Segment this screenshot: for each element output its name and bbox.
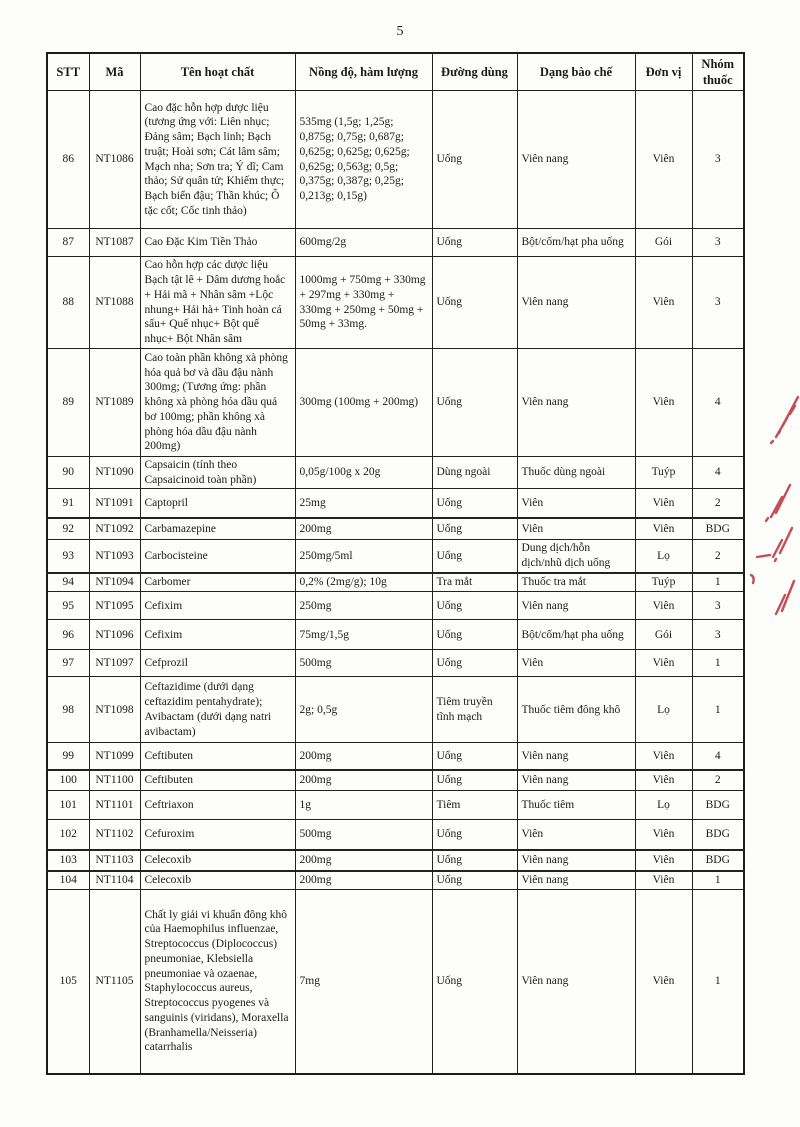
cell-form: Viên xyxy=(517,489,635,518)
cell-code: NT1095 xyxy=(89,592,140,620)
cell-form: Thuốc dùng ngoài xyxy=(517,457,635,489)
cell-stt: 97 xyxy=(47,650,89,677)
cell-unit: Tuýp xyxy=(635,573,692,592)
column-header-code: Mã xyxy=(89,53,140,91)
column-header-stt: STT xyxy=(47,53,89,91)
page-number: 5 xyxy=(396,24,404,39)
column-header-form: Dạng bào chế xyxy=(517,53,635,91)
cell-group: BDG xyxy=(692,518,744,540)
cell-code: NT1088 xyxy=(89,257,140,349)
cell-name: Cefixim xyxy=(140,620,295,650)
cell-form: Bột/cốm/hạt pha uống xyxy=(517,229,635,257)
cell-route: Uống xyxy=(432,518,517,540)
cell-group: 3 xyxy=(692,592,744,620)
cell-group: 3 xyxy=(692,620,744,650)
cell-unit: Viên xyxy=(635,743,692,770)
cell-strength: 300mg (100mg + 200mg) xyxy=(295,349,432,457)
cell-group: 4 xyxy=(692,457,744,489)
cell-unit: Viên xyxy=(635,850,692,871)
cell-group: BDG xyxy=(692,850,744,871)
cell-route: Tiêm truyền tĩnh mạch xyxy=(432,677,517,743)
cell-route: Uống xyxy=(432,349,517,457)
cell-route: Uống xyxy=(432,540,517,573)
cell-stt: 102 xyxy=(47,820,89,850)
cell-unit: Gói xyxy=(635,229,692,257)
cell-name: Cefuroxim xyxy=(140,820,295,850)
cell-unit: Tuýp xyxy=(635,457,692,489)
cell-name: Capsaicin (tính theo Capsaicinoid toàn phần) xyxy=(140,457,295,489)
table-header xyxy=(47,53,744,91)
cell-unit: Viên xyxy=(635,257,692,349)
cell-name: Carbamazepine xyxy=(140,518,295,540)
cell-code: NT1100 xyxy=(89,770,140,791)
cell-name: Carbomer xyxy=(140,573,295,592)
cell-strength: 200mg xyxy=(295,871,432,889)
cell-stt: 94 xyxy=(47,573,89,592)
cell-route: Uống xyxy=(432,229,517,257)
cell-group: 3 xyxy=(692,257,744,349)
cell-strength: 25mg xyxy=(295,489,432,518)
cell-name: Cao toàn phần không xà phòng hóa quả bơ và dầu đậu nành 300mg; (Tương ứng: phần không xà phòng hóa dầu quả bơ 100mg; phần không xà phòng hóa dầu đậu nành 200mg) xyxy=(140,349,295,457)
cell-code: NT1094 xyxy=(89,573,140,592)
cell-stt: 101 xyxy=(47,791,89,820)
table-row xyxy=(47,770,744,791)
cell-code: NT1092 xyxy=(89,518,140,540)
cell-unit: Viên xyxy=(635,820,692,850)
cell-form: Thuốc tra mắt xyxy=(517,573,635,592)
cell-stt: 89 xyxy=(47,349,89,457)
table-row xyxy=(47,743,744,770)
cell-stt: 90 xyxy=(47,457,89,489)
table-row xyxy=(47,573,744,592)
cell-stt: 91 xyxy=(47,489,89,518)
cell-unit: Viên xyxy=(635,650,692,677)
cell-route: Tiêm xyxy=(432,791,517,820)
cell-strength: 500mg xyxy=(295,650,432,677)
cell-unit: Viên xyxy=(635,871,692,889)
table-row xyxy=(47,518,744,540)
cell-form: Viên xyxy=(517,820,635,850)
cell-stt: 87 xyxy=(47,229,89,257)
cell-strength: 200mg xyxy=(295,518,432,540)
table-row xyxy=(47,871,744,889)
cell-name: Chất ly giải vi khuẩn đông khô của Haemophilus influenzae, Streptococcus (Diplococcus) pneumoniae, Klebsiella pneumoniae và ozaenae, Staphylococcus aureus, Streptococcus pyogenes và sanguinis (viridans), Moraxella (Branhamella/Neisseria) catarrhalis xyxy=(140,889,295,1074)
cell-code: NT1103 xyxy=(89,850,140,871)
table-row xyxy=(47,791,744,820)
cell-name: Celecoxib xyxy=(140,850,295,871)
column-header-group: Nhóm thuốc xyxy=(692,53,744,91)
cell-stt: 99 xyxy=(47,743,89,770)
cell-route: Uống xyxy=(432,770,517,791)
table-row xyxy=(47,349,744,457)
cell-stt: 100 xyxy=(47,770,89,791)
cell-route: Uống xyxy=(432,871,517,889)
cell-strength: 75mg/1,5g xyxy=(295,620,432,650)
cell-group: BDG xyxy=(692,791,744,820)
cell-route: Uống xyxy=(432,257,517,349)
cell-form: Viên nang xyxy=(517,743,635,770)
table-row xyxy=(47,620,744,650)
table-body xyxy=(47,91,744,1075)
cell-group: 4 xyxy=(692,743,744,770)
cell-unit: Lọ xyxy=(635,677,692,743)
table-row xyxy=(47,229,744,257)
cell-form: Thuốc tiêm đông khô xyxy=(517,677,635,743)
header-row xyxy=(47,53,744,91)
cell-stt: 105 xyxy=(47,889,89,1074)
cell-strength: 200mg xyxy=(295,743,432,770)
cell-group: 1 xyxy=(692,889,744,1074)
cell-route: Uống xyxy=(432,889,517,1074)
cell-form: Viên nang xyxy=(517,871,635,889)
column-header-unit: Đơn vị xyxy=(635,53,692,91)
cell-stt: 95 xyxy=(47,592,89,620)
cell-group: 4 xyxy=(692,349,744,457)
cell-code: NT1102 xyxy=(89,820,140,850)
cell-unit: Lọ xyxy=(635,540,692,573)
cell-code: NT1089 xyxy=(89,349,140,457)
cell-unit: Viên xyxy=(635,489,692,518)
cell-code: NT1093 xyxy=(89,540,140,573)
cell-form: Viên xyxy=(517,650,635,677)
cell-form: Viên nang xyxy=(517,91,635,229)
cell-route: Uống xyxy=(432,592,517,620)
cell-name: Ceftazidime (dưới dạng ceftazidim pentahydrate); Avibactam (dưới dạng natri avibactam) xyxy=(140,677,295,743)
cell-name: Captopril xyxy=(140,489,295,518)
cell-strength: 250mg/5ml xyxy=(295,540,432,573)
cell-unit: Viên xyxy=(635,518,692,540)
cell-strength: 500mg xyxy=(295,820,432,850)
cell-strength: 0,05g/100g x 20g xyxy=(295,457,432,489)
cell-group: 2 xyxy=(692,540,744,573)
cell-unit: Viên xyxy=(635,349,692,457)
cell-code: NT1097 xyxy=(89,650,140,677)
cell-unit: Viên xyxy=(635,91,692,229)
cell-form: Viên nang xyxy=(517,349,635,457)
cell-stt: 104 xyxy=(47,871,89,889)
cell-name: Cefprozil xyxy=(140,650,295,677)
table-row xyxy=(47,650,744,677)
cell-code: NT1105 xyxy=(89,889,140,1074)
cell-unit: Lọ xyxy=(635,791,692,820)
drug-list-table xyxy=(46,52,745,1075)
cell-code: NT1101 xyxy=(89,791,140,820)
cell-form: Viên nang xyxy=(517,850,635,871)
cell-strength: 2g; 0,5g xyxy=(295,677,432,743)
cell-route: Uống xyxy=(432,489,517,518)
cell-strength: 1000mg + 750mg + 330mg + 297mg + 330mg + 330mg + 250mg + 50mg + 50mg + 33mg. xyxy=(295,257,432,349)
cell-code: NT1086 xyxy=(89,91,140,229)
cell-form: Thuốc tiêm xyxy=(517,791,635,820)
cell-group: 1 xyxy=(692,677,744,743)
cell-form: Viên xyxy=(517,518,635,540)
cell-name: Cefixim xyxy=(140,592,295,620)
cell-strength: 1g xyxy=(295,791,432,820)
table-row xyxy=(47,91,744,229)
cell-form: Viên nang xyxy=(517,770,635,791)
cell-route: Uống xyxy=(432,650,517,677)
cell-name: Cao hỗn hợp các dược liệu Bạch tật lê + Dâm dương hoắc + Hải mã + Nhân sâm +Lộc nhung+ Hải hà+ Tinh hoàn cá sấu+ Quế nhục+ Bột quế nhục+ Bột Nhân sâm xyxy=(140,257,295,349)
cell-form: Dung dịch/hỗn dịch/nhũ dịch uống xyxy=(517,540,635,573)
cell-strength: 7mg xyxy=(295,889,432,1074)
cell-strength: 535mg (1,5g; 1,25g; 0,875g; 0,75g; 0,687g; 0,625g; 0,625g; 0,625g; 0,625g; 0,563g; 0,5g; 0,375g; 0,387g; 0,25g; 0,213g; 0,15g) xyxy=(295,91,432,229)
cell-stt: 98 xyxy=(47,677,89,743)
table-row xyxy=(47,257,744,349)
cell-name: Celecoxib xyxy=(140,871,295,889)
table-row xyxy=(47,677,744,743)
cell-strength: 200mg xyxy=(295,770,432,791)
cell-form: Viên nang xyxy=(517,889,635,1074)
cell-form: Viên nang xyxy=(517,592,635,620)
cell-route: Uống xyxy=(432,850,517,871)
column-header-strength: Nồng độ, hàm lượng xyxy=(295,53,432,91)
cell-group: 2 xyxy=(692,489,744,518)
cell-code: NT1099 xyxy=(89,743,140,770)
table-row xyxy=(47,540,744,573)
table-row xyxy=(47,820,744,850)
cell-group: 3 xyxy=(692,229,744,257)
cell-route: Uống xyxy=(432,743,517,770)
cell-stt: 86 xyxy=(47,91,89,229)
cell-unit: Viên xyxy=(635,592,692,620)
table-row xyxy=(47,889,744,1074)
cell-code: NT1104 xyxy=(89,871,140,889)
cell-route: Dùng ngoài xyxy=(432,457,517,489)
cell-name: Ceftibuten xyxy=(140,743,295,770)
cell-strength: 200mg xyxy=(295,850,432,871)
cell-name: Cao đặc hỗn hợp dược liệu (tương ứng với: Liên nhục; Đảng sâm; Bạch linh; Bạch truật; Hoài sơn; Cát lâm sâm; Mạch nha; Sơn tra; Ý dĩ; Cam thảo; Sử quân tử; Khiếm thực; Bạch biển đậu; Thần khúc; Ô tặc cốt; Cốc tinh thảo) xyxy=(140,91,295,229)
cell-stt: 88 xyxy=(47,257,89,349)
cell-route: Uống xyxy=(432,820,517,850)
column-header-route: Đường dùng xyxy=(432,53,517,91)
cell-route: Uống xyxy=(432,620,517,650)
cell-strength: 0,2% (2mg/g); 10g xyxy=(295,573,432,592)
table-row xyxy=(47,850,744,871)
cell-unit: Viên xyxy=(635,889,692,1074)
table-row xyxy=(47,457,744,489)
cell-name: Ceftriaxon xyxy=(140,791,295,820)
cell-route: Tra mắt xyxy=(432,573,517,592)
cell-group: 1 xyxy=(692,650,744,677)
cell-group: 1 xyxy=(692,871,744,889)
cell-code: NT1087 xyxy=(89,229,140,257)
cell-unit: Gói xyxy=(635,620,692,650)
cell-stt: 103 xyxy=(47,850,89,871)
cell-stt: 93 xyxy=(47,540,89,573)
cell-name: Carbocisteine xyxy=(140,540,295,573)
column-header-name: Tên hoạt chất xyxy=(140,53,295,91)
cell-form: Viên nang xyxy=(517,257,635,349)
cell-strength: 600mg/2g xyxy=(295,229,432,257)
cell-name: Cao Đặc Kim Tiền Thảo xyxy=(140,229,295,257)
cell-name: Ceftibuten xyxy=(140,770,295,791)
cell-form: Bột/cốm/hạt pha uống xyxy=(517,620,635,650)
cell-group: 3 xyxy=(692,91,744,229)
cell-code: NT1096 xyxy=(89,620,140,650)
cell-route: Uống xyxy=(432,91,517,229)
cell-group: 1 xyxy=(692,573,744,592)
cell-group: BDG xyxy=(692,820,744,850)
cell-code: NT1098 xyxy=(89,677,140,743)
cell-code: NT1091 xyxy=(89,489,140,518)
cell-group: 2 xyxy=(692,770,744,791)
cell-code: NT1090 xyxy=(89,457,140,489)
red-pen-annotation xyxy=(745,385,800,620)
cell-unit: Viên xyxy=(635,770,692,791)
cell-stt: 96 xyxy=(47,620,89,650)
cell-stt: 92 xyxy=(47,518,89,540)
cell-strength: 250mg xyxy=(295,592,432,620)
table-row xyxy=(47,592,744,620)
table-row xyxy=(47,489,744,518)
